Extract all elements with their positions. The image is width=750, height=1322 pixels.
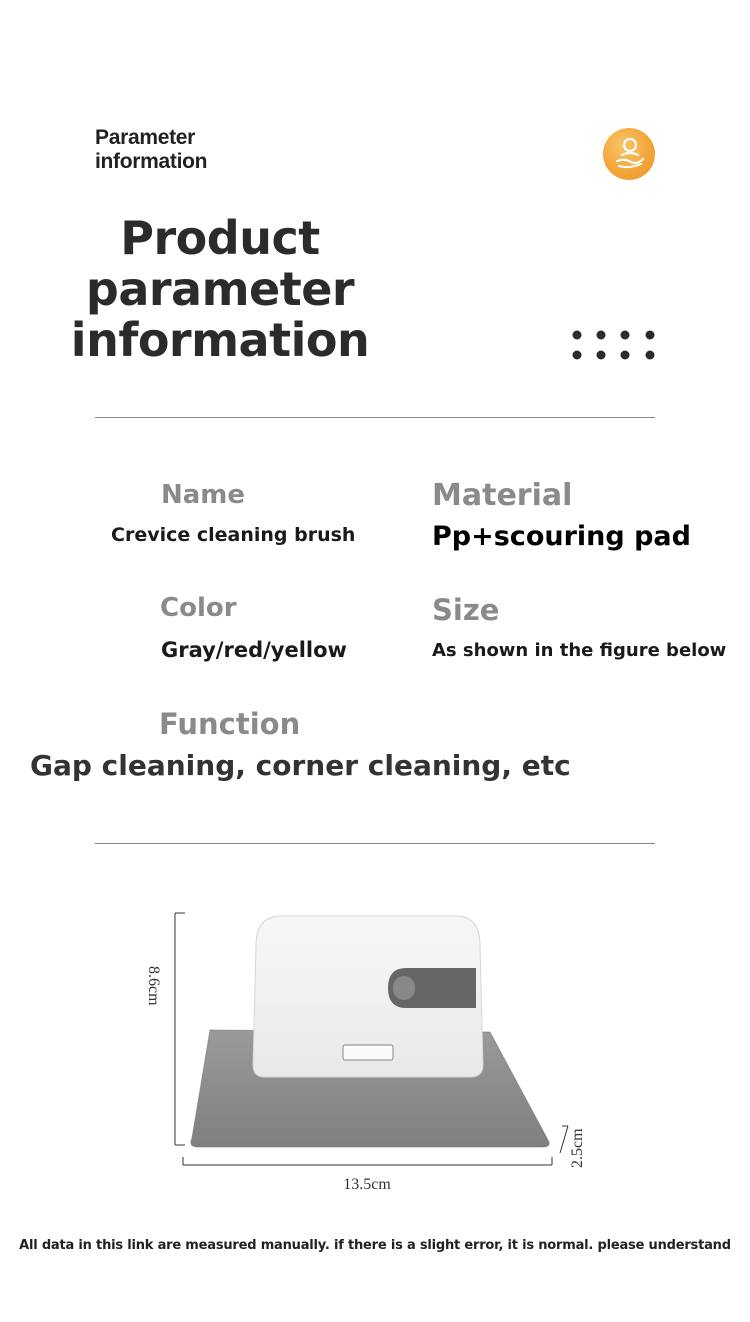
- height-dimension: [145, 913, 185, 1145]
- disclaimer-note: All data in this link are measured manually. if there is a slight error, it is normal. please understand: [19, 1238, 731, 1253]
- brush-illustration: [191, 916, 549, 1147]
- color-value: Gray/red/yellow: [161, 638, 347, 662]
- divider-bottom: [95, 843, 655, 844]
- height-dim-label: 8.6cm: [145, 966, 162, 1006]
- depth-dimension: [560, 1126, 586, 1168]
- divider-top: [95, 417, 655, 418]
- page-title: [70, 213, 370, 366]
- width-dim-label: 13.5cm: [343, 1176, 391, 1193]
- name-value: Crevice cleaning brush: [111, 524, 356, 546]
- title-line-1: Product: [120, 211, 320, 265]
- product-dimension-figure: [145, 900, 600, 1200]
- size-label: Size: [432, 593, 500, 627]
- title-line-3: information: [70, 313, 370, 367]
- width-dimension: [183, 1157, 552, 1193]
- name-label: Name: [161, 480, 246, 510]
- small-title-line-1: Parameter: [95, 126, 196, 149]
- material-label: Material: [432, 478, 573, 513]
- title-line-2: parameter: [85, 262, 355, 316]
- material-value: Pp+scouring pad: [432, 521, 691, 552]
- section-small-title: [95, 126, 207, 174]
- function-value: Gap cleaning, corner cleaning, etc: [30, 749, 571, 782]
- color-label: Color: [160, 593, 237, 623]
- hand-person-icon: [603, 128, 655, 180]
- dots-decoration: [566, 325, 666, 365]
- function-label: Function: [159, 707, 301, 741]
- size-value: As shown in the figure below: [432, 640, 727, 661]
- depth-dim-label: 2.5cm: [569, 1128, 586, 1168]
- small-title-line-2: information: [95, 150, 208, 173]
